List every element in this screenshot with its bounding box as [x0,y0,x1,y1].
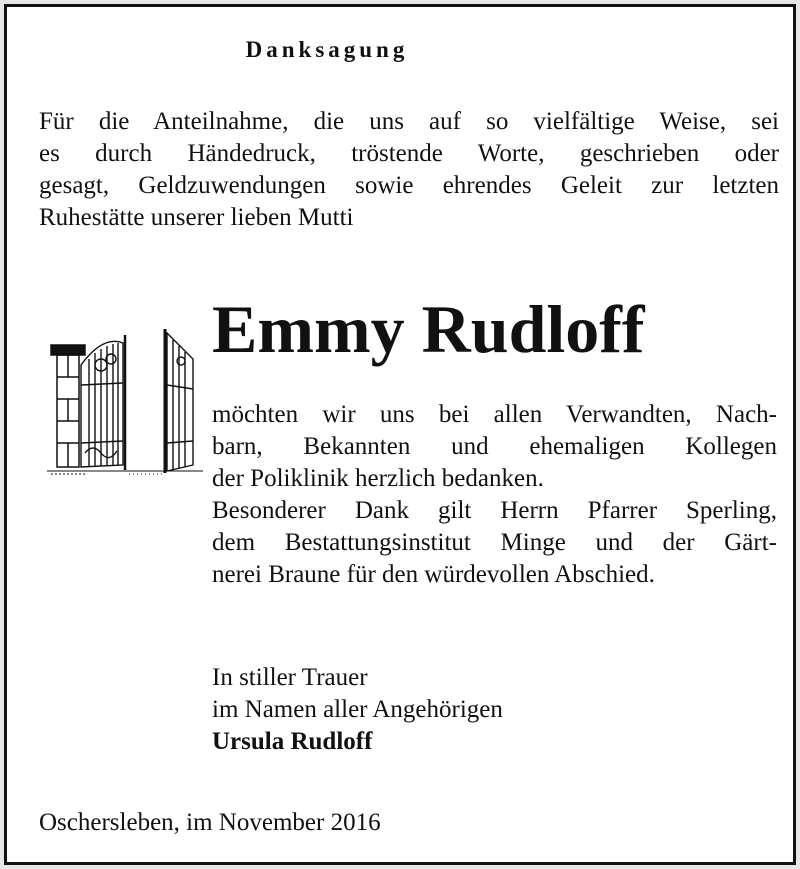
body-line: dem Bestattungsinstitut Minge und der Gärt- [212,529,777,556]
notice-frame [4,4,796,865]
body-line: barn, Bekannten und ehemaligen Kollegen [212,433,777,460]
mourning-line: In stiller Trauer [212,664,368,691]
notice-heading: Danksagung [245,37,409,62]
signature-block [212,662,772,758]
deceased-name: Emmy Rudloff [212,291,645,367]
body-line: Besonderer Dank gilt Herrn Pfarrer Sperling, [212,497,777,524]
intro-line: gesagt, Geldzuwendungen sowie ehrendes Geleit zur letzten [39,172,779,199]
relatives-line: im Namen aller Angehörigen [212,696,503,723]
signer-name: Ursula Rudloff [212,728,373,755]
intro-line: es durch Händedruck, tröstende Worte, geschrieben oder [39,140,779,167]
open-gate-icon [45,325,205,477]
intro-line: Ruhestätte unserer lieben Mutti [39,204,354,231]
body-line: der Poliklinik herzlich bedanken. [212,465,544,492]
intro-paragraph [39,106,779,234]
place-date: Oschersleben, im November 2016 [39,809,381,836]
intro-line: Für die Anteilnahme, die uns auf so vielfältige Weise, sei [39,108,779,135]
thanks-paragraph [212,399,777,591]
body-line: nerei Braune für den würdevollen Abschied. [212,561,655,588]
body-line: möchten wir uns bei allen Verwandten, Nach- [212,401,777,428]
